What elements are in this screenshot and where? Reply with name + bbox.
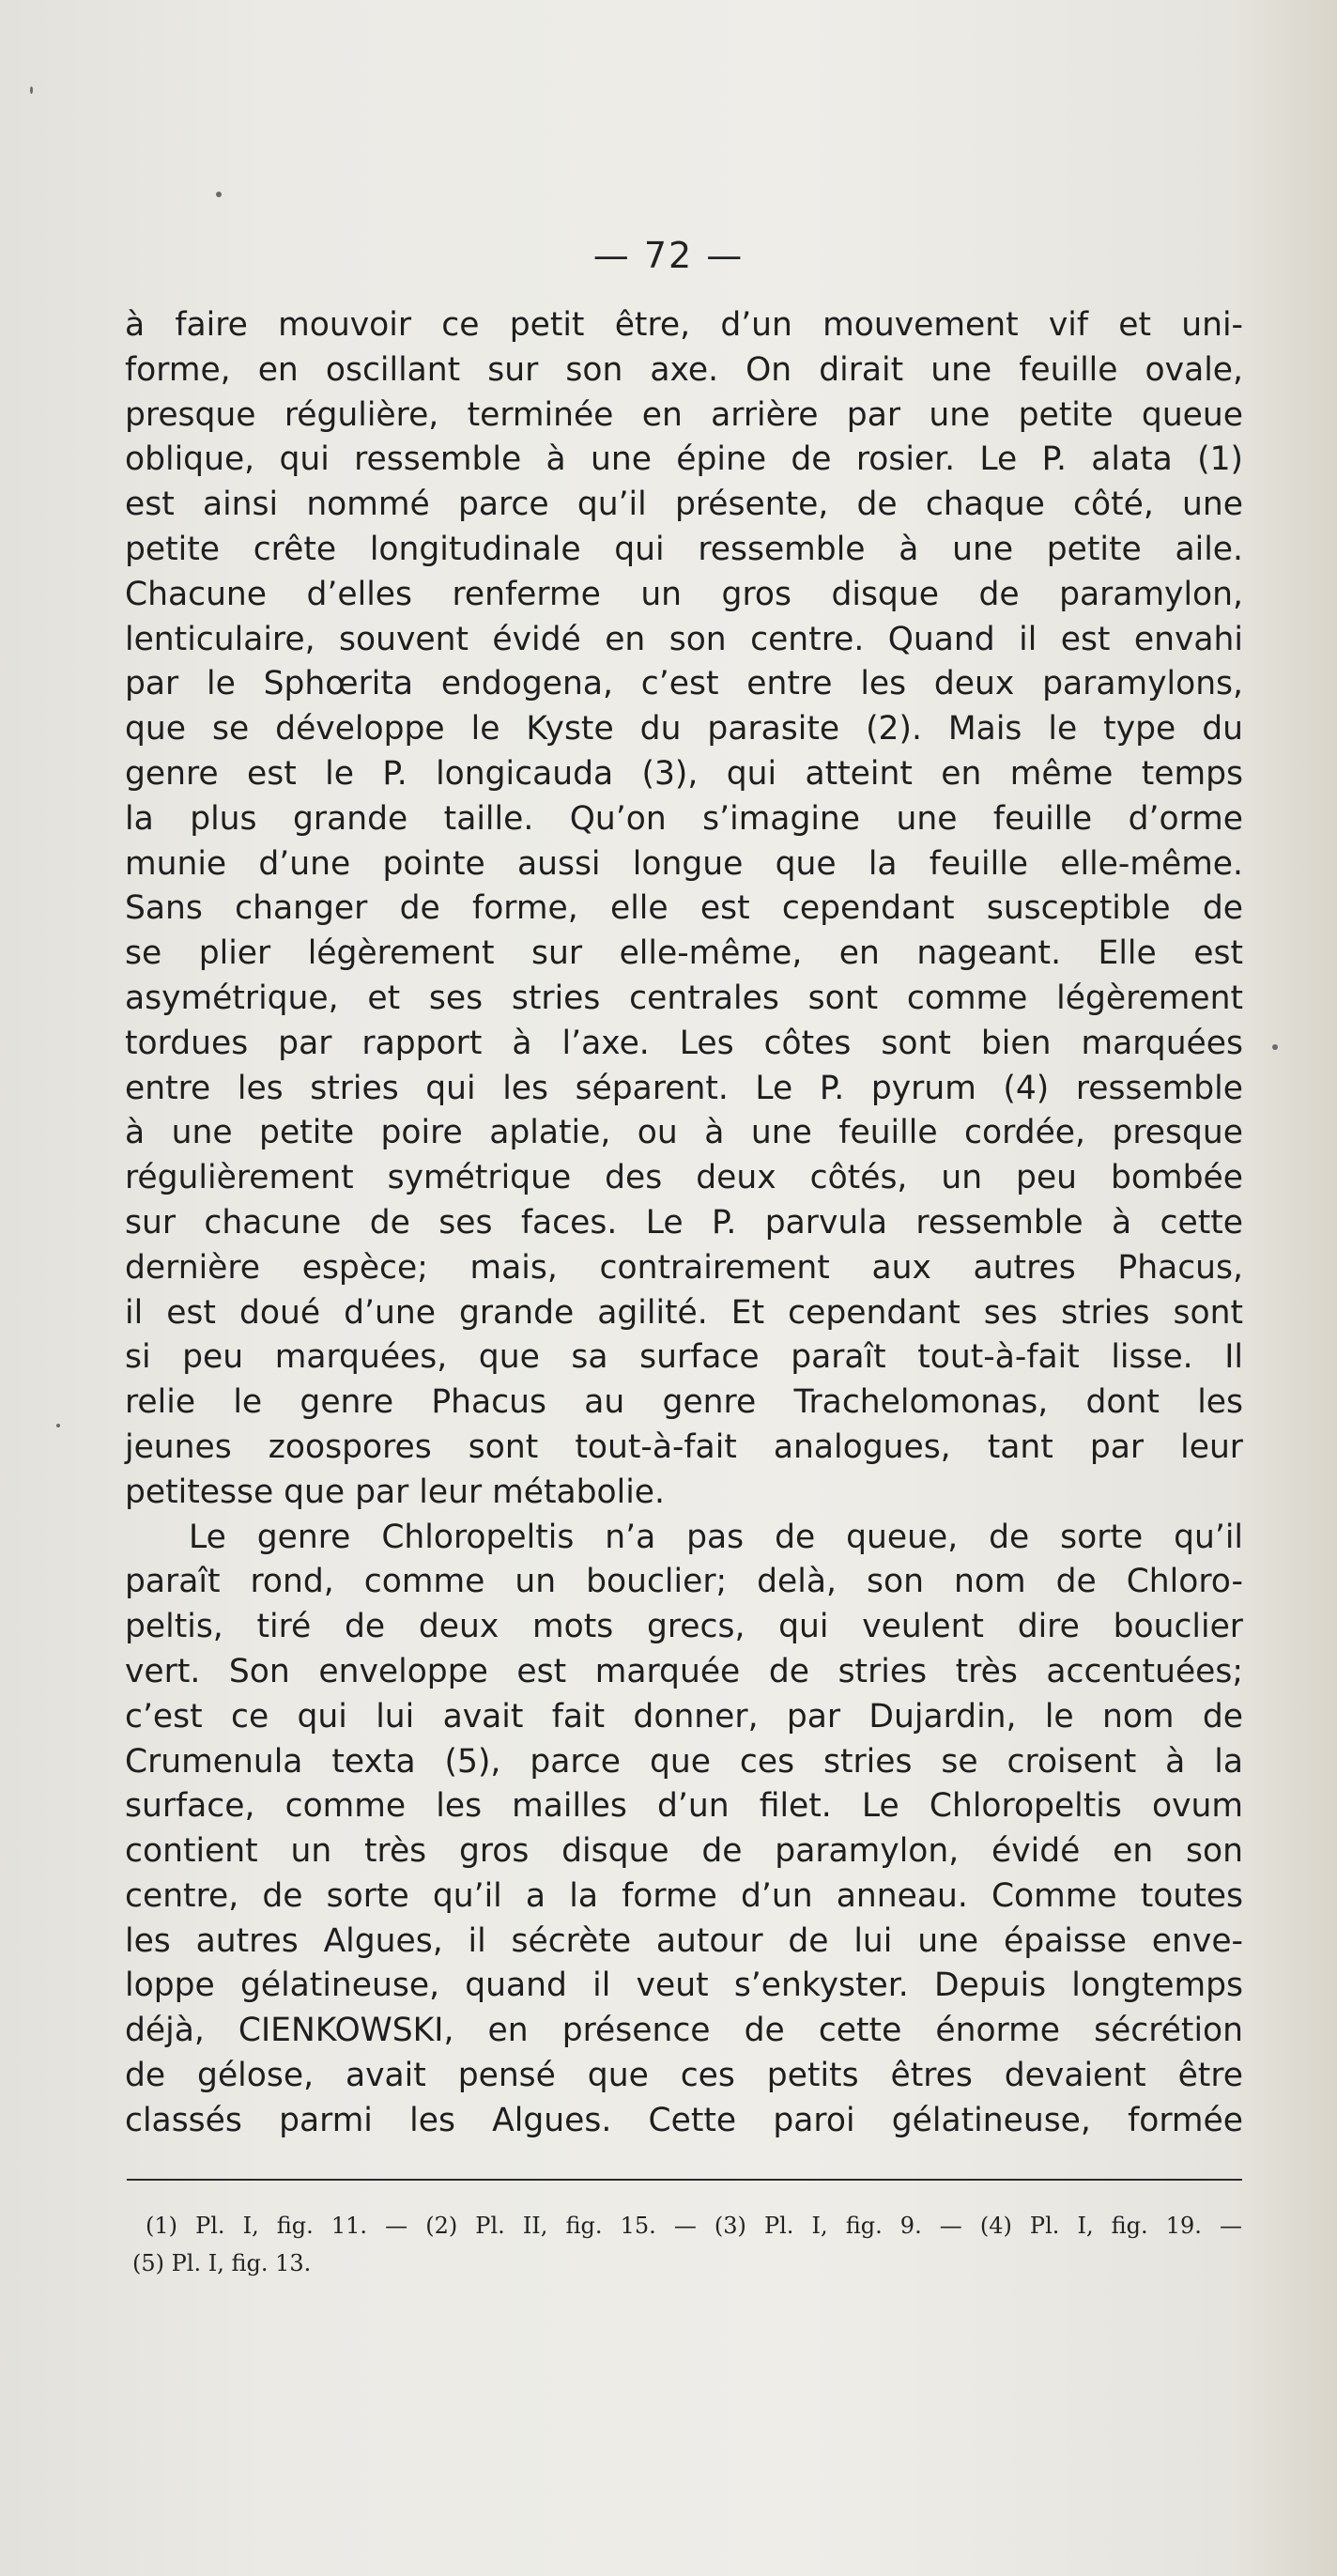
body-line: centre, de sorte qu’il a la forme d’un anneau. Comme toutes (125, 1876, 1243, 1915)
body-line: régulièrement symétrique des deux côtés, un peu bombée (125, 1159, 1243, 1197)
body-line: contient un très gros disque de paramylon, évidé en son (125, 1832, 1243, 1871)
body-line-paragraph-end: petitesse que par leur métabolie. (125, 1473, 665, 1511)
body-line: que se développe le Kyste du parasite (2). Mais le type du (125, 710, 1243, 748)
body-line: petite crête longitudinale qui ressemble à une petite aile. (125, 530, 1243, 568)
footnote-line: (1) Pl. I, fig. 11. — (2) Pl. II, fig. 15. — (3) Pl. I, fig. 9. — (4) Pl. I, fig. 19. — (146, 2213, 1242, 2239)
body-line: oblique, qui ressemble à une épine de rosier. Le P. alata (1) (125, 440, 1243, 479)
body-line: presque régulière, terminée en arrière par une petite queue (125, 395, 1243, 434)
body-line: dernière espèce; mais, contrairement aux autres Phacus, (125, 1248, 1243, 1287)
body-text (125, 303, 1243, 2144)
body-line: c’est ce qui lui avait fait donner, par Dujardin, le nom de (125, 1697, 1243, 1735)
body-line: à faire mouvoir ce petit être, d’un mouvement vif et uni- (125, 306, 1243, 344)
body-line: Sans changer de forme, elle est cependant susceptible de (125, 889, 1243, 928)
footnotes (132, 2207, 1242, 2282)
body-line: forme, en oscillant sur son axe. On dirait une feuille ovale, (125, 350, 1243, 389)
paper-speck (56, 1424, 60, 1427)
body-line-paragraph-start: Le genre Chloropeltis n’a pas de queue, de sorte qu’il (189, 1518, 1243, 1556)
body-line: la plus grande taille. Qu’on s’imagine une feuille d’orme (125, 799, 1243, 838)
body-line: jeunes zoospores sont tout-à-fait analogues, tant par leur (125, 1427, 1243, 1466)
body-line: il est doué d’une grande agilité. Et cependant ses stries sont (125, 1293, 1243, 1332)
body-line: loppe gélatineuse, quand il veut s’enkyster. Depuis longtemps (125, 1967, 1243, 2005)
body-line: déjà, CIENKOWSKI, en présence de cette énorme sécrétion (125, 2012, 1243, 2050)
body-line: paraît rond, comme un bouclier; delà, son nom de Chloro- (125, 1563, 1243, 1601)
body-line: à une petite poire aplatie, ou à une feuille cordée, presque (125, 1114, 1243, 1152)
body-line: Chacune d’elles renferme un gros disque de paramylon, (125, 575, 1243, 613)
body-line: asymétrique, et ses stries centrales sont comme légèrement (125, 979, 1243, 1017)
body-line: les autres Algues, il sécrète autour de lui une épaisse enve- (125, 1921, 1243, 1960)
body-line: peltis, tiré de deux mots grecs, qui veulent dire bouclier (125, 1608, 1243, 1646)
body-line: vert. Son enveloppe est marquée de stries très accentuées; (125, 1652, 1243, 1690)
footnote-divider (127, 2179, 1242, 2181)
body-line: sur chacune de ses faces. Le P. parvula ressemble à cette (125, 1203, 1243, 1242)
body-line: classés parmi les Algues. Cette paroi gélatineuse, formée (125, 2101, 1243, 2139)
footnote-line: (5) Pl. I, fig. 13. (132, 2250, 312, 2276)
paper-speck (30, 86, 33, 94)
body-line: se plier légèrement sur elle-même, en nageant. Elle est (125, 934, 1243, 973)
body-line: entre les stries qui les séparent. Le P. pyrum (4) ressemble (125, 1069, 1243, 1107)
body-line: genre est le P. longicauda (3), qui atteint en même temps (125, 754, 1243, 793)
body-line: si peu marquées, que sa surface paraît tout-à-fait lisse. Il (125, 1338, 1243, 1377)
body-line: lenticulaire, souvent évidé en son centre. Quand il est envahi (125, 620, 1243, 658)
body-line: tordues par rapport à l’axe. Les côtes sont bien marquées (125, 1024, 1243, 1062)
body-line: est ainsi nommé parce qu’il présente, de chaque côté, une (125, 486, 1243, 524)
body-line: surface, comme les mailles d’un filet. Le Chloropeltis ovum (125, 1787, 1243, 1826)
body-line: relie le genre Phacus au genre Trachelomonas, dont les (125, 1383, 1243, 1422)
body-line: par le Sphœrita endogena, c’est entre les deux paramylons, (125, 665, 1243, 703)
page-number: — 72 — (592, 235, 745, 276)
body-line: de gélose, avait pensé que ces petits êtres devaient être (125, 2057, 1243, 2095)
paper-speck (216, 192, 222, 197)
body-line: Crumenula texta (5), parce que ces stries se croisent à la (125, 1742, 1243, 1781)
paper-speck (1272, 1044, 1278, 1050)
body-line: munie d’une pointe aussi longue que la feuille elle-même. (125, 844, 1243, 883)
